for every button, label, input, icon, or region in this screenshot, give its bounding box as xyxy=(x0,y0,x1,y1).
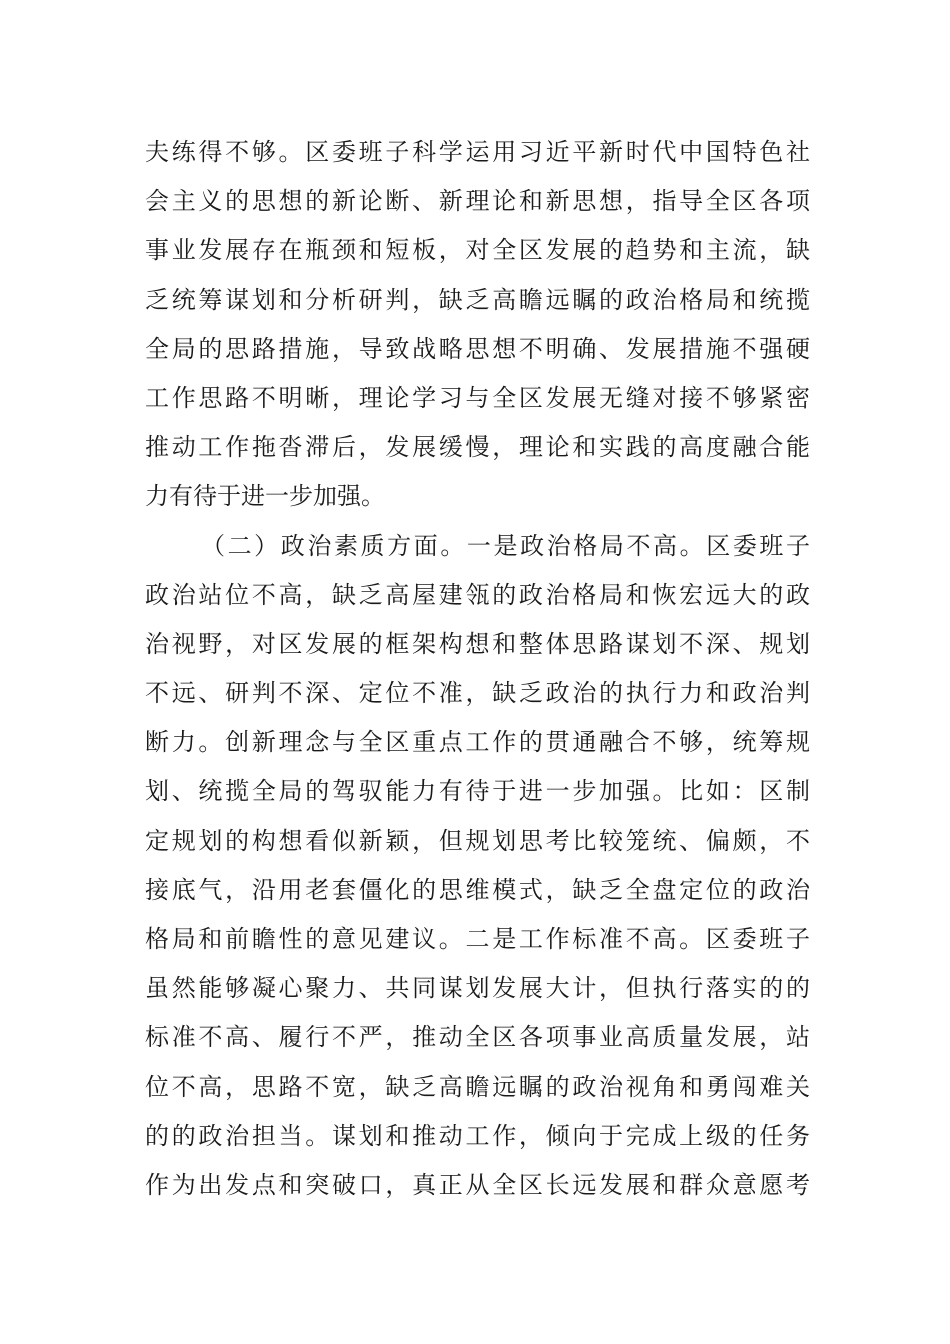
text-line: 夫练得不够。区委班子科学运用习近平新时代中国特色社 xyxy=(145,138,810,166)
text-line: 工作思路不明晰，理论学习与全区发展无缝对接不够紧密 xyxy=(145,383,810,412)
text-line: 作为出发点和突破口，真正从全区长远发展和群众意愿考 xyxy=(145,1170,810,1199)
paragraph-end-line: 力有待于进一步加强。 xyxy=(145,482,385,511)
text-line: 事业发展存在瓶颈和短板，对全区发展的趋势和主流，缺 xyxy=(145,236,810,265)
text-line: 推动工作拖沓滞后，发展缓慢，理论和实践的高度融合能 xyxy=(145,433,810,462)
text-line: 的的政治担当。谋划和推动工作，倾向于完成上级的任务 xyxy=(145,1121,810,1150)
text-line: 乏统筹谋划和分析研判，缺乏高瞻远瞩的政治格局和统揽 xyxy=(145,285,810,314)
text-line: 标准不高、履行不严，推动全区各项事业高质量发展，站 xyxy=(145,1023,810,1052)
text-line: 断力。创新理念与全区重点工作的贯通融合不够，统筹规 xyxy=(145,728,810,757)
text-line: 治视野，对区发展的框架构想和整体思路谋划不深、规划 xyxy=(145,629,810,658)
text-line: 政治站位不高，缺乏高屋建瓴的政治格局和恢宏远大的政 xyxy=(145,580,810,609)
text-line: 全局的思路措施，导致战略思想不明确、发展措施不强硬 xyxy=(145,334,810,363)
text-line: 格局和前瞻性的意见建议。二是工作标准不高。区委班子 xyxy=(145,925,810,953)
text-line: 位不高，思路不宽，缺乏高瞻远瞩的政治视角和勇闯难关 xyxy=(145,1072,810,1101)
section-heading-line: （二）政治素质方面。一是政治格局不高。区委班子 xyxy=(201,531,810,560)
text-line: 会主义的思想的新论断、新理论和新思想，指导全区各项 xyxy=(145,187,810,216)
text-line: 划、统揽全局的驾驭能力有待于进一步加强。比如：区制 xyxy=(145,777,810,806)
text-line: 接底气，沿用老套僵化的思维模式，缺乏全盘定位的政治 xyxy=(145,875,810,904)
text-line: 不远、研判不深、定位不准，缺乏政治的执行力和政治判 xyxy=(145,679,810,708)
text-line: 虽然能够凝心聚力、共同谋划发展大计，但执行落实的的 xyxy=(145,974,810,1003)
text-line: 定规划的构想看似新颖，但规划思考比较笼统、偏颇，不 xyxy=(145,826,810,855)
body-text xyxy=(145,128,810,1210)
